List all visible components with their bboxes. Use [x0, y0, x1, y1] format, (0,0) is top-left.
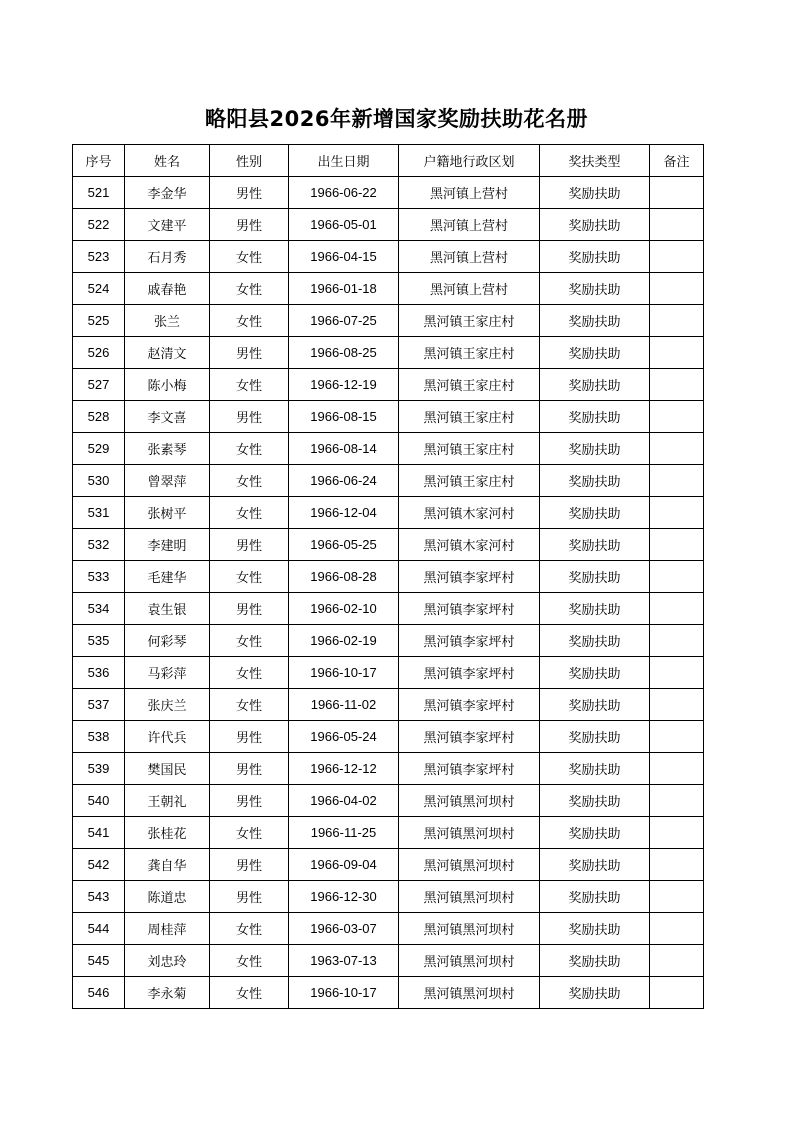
cell-remarks: [650, 497, 704, 529]
cell-name: 戚春艳: [125, 273, 210, 305]
table-row: [73, 273, 704, 305]
cell-household-region: 黑河镇黑河坝村: [399, 881, 540, 913]
cell-aid-type: 奖励扶助: [540, 273, 650, 305]
roster-table: [72, 144, 704, 1009]
cell-household-region: 黑河镇上营村: [399, 209, 540, 241]
cell-birth-date: 1966-05-24: [289, 721, 399, 753]
cell-remarks: [650, 721, 704, 753]
cell-remarks: [650, 785, 704, 817]
cell-remarks: [650, 305, 704, 337]
cell-remarks: [650, 241, 704, 273]
cell-seq: 523: [73, 241, 125, 273]
cell-name: 何彩琴: [125, 625, 210, 657]
table-row: [73, 945, 704, 977]
cell-name: 李文喜: [125, 401, 210, 433]
cell-birth-date: 1966-08-28: [289, 561, 399, 593]
cell-aid-type: 奖励扶助: [540, 945, 650, 977]
cell-name: 张兰: [125, 305, 210, 337]
cell-seq: 540: [73, 785, 125, 817]
cell-birth-date: 1966-10-17: [289, 977, 399, 1009]
cell-aid-type: 奖励扶助: [540, 913, 650, 945]
table-row: [73, 209, 704, 241]
table-row: [73, 785, 704, 817]
cell-birth-date: 1966-08-14: [289, 433, 399, 465]
header-aid-type: 奖扶类型: [540, 145, 650, 177]
cell-seq: 538: [73, 721, 125, 753]
cell-seq: 527: [73, 369, 125, 401]
table-row: [73, 753, 704, 785]
cell-seq: 539: [73, 753, 125, 785]
cell-seq: 524: [73, 273, 125, 305]
table-row: [73, 657, 704, 689]
cell-remarks: [650, 401, 704, 433]
cell-remarks: [650, 849, 704, 881]
header-gender: 性别: [210, 145, 289, 177]
cell-birth-date: 1966-02-19: [289, 625, 399, 657]
cell-household-region: 黑河镇黑河坝村: [399, 785, 540, 817]
cell-aid-type: 奖励扶助: [540, 369, 650, 401]
cell-household-region: 黑河镇黑河坝村: [399, 817, 540, 849]
cell-birth-date: 1966-12-12: [289, 753, 399, 785]
cell-seq: 528: [73, 401, 125, 433]
cell-seq: 529: [73, 433, 125, 465]
cell-gender: 女性: [210, 305, 289, 337]
cell-aid-type: 奖励扶助: [540, 465, 650, 497]
table-row: [73, 305, 704, 337]
cell-name: 张桂花: [125, 817, 210, 849]
cell-seq: 525: [73, 305, 125, 337]
cell-seq: 543: [73, 881, 125, 913]
cell-birth-date: 1966-12-04: [289, 497, 399, 529]
cell-aid-type: 奖励扶助: [540, 209, 650, 241]
cell-name: 陈道忠: [125, 881, 210, 913]
cell-name: 曾翠萍: [125, 465, 210, 497]
cell-birth-date: 1966-05-01: [289, 209, 399, 241]
cell-aid-type: 奖励扶助: [540, 817, 650, 849]
cell-birth-date: 1966-12-30: [289, 881, 399, 913]
cell-name: 樊国民: [125, 753, 210, 785]
cell-household-region: 黑河镇王家庄村: [399, 433, 540, 465]
cell-remarks: [650, 337, 704, 369]
cell-aid-type: 奖励扶助: [540, 177, 650, 209]
cell-gender: 男性: [210, 753, 289, 785]
cell-seq: 522: [73, 209, 125, 241]
cell-household-region: 黑河镇李家坪村: [399, 753, 540, 785]
cell-birth-date: 1966-05-25: [289, 529, 399, 561]
header-household-region: 户籍地行政区划: [399, 145, 540, 177]
cell-household-region: 黑河镇李家坪村: [399, 721, 540, 753]
cell-gender: 女性: [210, 497, 289, 529]
cell-name: 张素琴: [125, 433, 210, 465]
cell-household-region: 黑河镇王家庄村: [399, 369, 540, 401]
cell-household-region: 黑河镇木家河村: [399, 529, 540, 561]
cell-gender: 女性: [210, 817, 289, 849]
cell-gender: 女性: [210, 977, 289, 1009]
cell-gender: 男性: [210, 721, 289, 753]
cell-remarks: [650, 465, 704, 497]
cell-aid-type: 奖励扶助: [540, 561, 650, 593]
page-title: 略阳县2026年新增国家奖励扶助花名册: [205, 107, 588, 131]
cell-seq: 535: [73, 625, 125, 657]
cell-seq: 533: [73, 561, 125, 593]
cell-gender: 女性: [210, 465, 289, 497]
cell-remarks: [650, 273, 704, 305]
cell-remarks: [650, 881, 704, 913]
cell-name: 王朝礼: [125, 785, 210, 817]
cell-seq: 534: [73, 593, 125, 625]
table-row: [73, 817, 704, 849]
cell-aid-type: 奖励扶助: [540, 497, 650, 529]
table-row: [73, 337, 704, 369]
cell-birth-date: 1966-08-15: [289, 401, 399, 433]
cell-seq: 531: [73, 497, 125, 529]
cell-household-region: 黑河镇上营村: [399, 177, 540, 209]
cell-seq: 536: [73, 657, 125, 689]
cell-household-region: 黑河镇王家庄村: [399, 305, 540, 337]
header-row: [73, 145, 704, 177]
cell-remarks: [650, 561, 704, 593]
cell-name: 马彩萍: [125, 657, 210, 689]
table-row: [73, 689, 704, 721]
table-row: [73, 977, 704, 1009]
table-row: [73, 849, 704, 881]
cell-aid-type: 奖励扶助: [540, 529, 650, 561]
cell-name: 袁生银: [125, 593, 210, 625]
cell-name: 张庆兰: [125, 689, 210, 721]
cell-remarks: [650, 977, 704, 1009]
cell-birth-date: 1966-04-02: [289, 785, 399, 817]
cell-birth-date: 1966-06-22: [289, 177, 399, 209]
cell-seq: 530: [73, 465, 125, 497]
cell-aid-type: 奖励扶助: [540, 593, 650, 625]
cell-seq: 532: [73, 529, 125, 561]
cell-birth-date: 1966-10-17: [289, 657, 399, 689]
table-row: [73, 881, 704, 913]
cell-aid-type: 奖励扶助: [540, 337, 650, 369]
cell-gender: 男性: [210, 593, 289, 625]
roster-body: [73, 177, 704, 1009]
cell-household-region: 黑河镇李家坪村: [399, 593, 540, 625]
cell-gender: 男性: [210, 401, 289, 433]
cell-household-region: 黑河镇上营村: [399, 273, 540, 305]
cell-name: 许代兵: [125, 721, 210, 753]
cell-remarks: [650, 625, 704, 657]
cell-birth-date: 1966-03-07: [289, 913, 399, 945]
cell-gender: 男性: [210, 529, 289, 561]
cell-birth-date: 1966-04-15: [289, 241, 399, 273]
cell-remarks: [650, 753, 704, 785]
cell-seq: 526: [73, 337, 125, 369]
header-birth-date: 出生日期: [289, 145, 399, 177]
table-row: [73, 369, 704, 401]
cell-household-region: 黑河镇上营村: [399, 241, 540, 273]
cell-name: 石月秀: [125, 241, 210, 273]
cell-name: 张树平: [125, 497, 210, 529]
cell-aid-type: 奖励扶助: [540, 881, 650, 913]
cell-aid-type: 奖励扶助: [540, 785, 650, 817]
cell-birth-date: 1966-02-10: [289, 593, 399, 625]
cell-gender: 男性: [210, 785, 289, 817]
cell-birth-date: 1966-01-18: [289, 273, 399, 305]
table-row: [73, 401, 704, 433]
cell-aid-type: 奖励扶助: [540, 849, 650, 881]
cell-aid-type: 奖励扶助: [540, 753, 650, 785]
cell-aid-type: 奖励扶助: [540, 657, 650, 689]
cell-seq: 544: [73, 913, 125, 945]
cell-remarks: [650, 433, 704, 465]
cell-household-region: 黑河镇李家坪村: [399, 625, 540, 657]
table-row: [73, 177, 704, 209]
cell-household-region: 黑河镇黑河坝村: [399, 913, 540, 945]
cell-household-region: 黑河镇王家庄村: [399, 465, 540, 497]
cell-gender: 男性: [210, 209, 289, 241]
cell-name: 李永菊: [125, 977, 210, 1009]
cell-remarks: [650, 945, 704, 977]
cell-household-region: 黑河镇木家河村: [399, 497, 540, 529]
table-row: [73, 497, 704, 529]
cell-birth-date: 1966-08-25: [289, 337, 399, 369]
cell-gender: 男性: [210, 337, 289, 369]
cell-birth-date: 1966-09-04: [289, 849, 399, 881]
cell-remarks: [650, 209, 704, 241]
table-row: [73, 721, 704, 753]
table-row: [73, 913, 704, 945]
cell-gender: 男性: [210, 849, 289, 881]
cell-name: 赵清文: [125, 337, 210, 369]
table-row: [73, 625, 704, 657]
cell-remarks: [650, 657, 704, 689]
cell-remarks: [650, 689, 704, 721]
cell-remarks: [650, 529, 704, 561]
cell-gender: 女性: [210, 273, 289, 305]
cell-name: 刘忠玲: [125, 945, 210, 977]
cell-gender: 男性: [210, 881, 289, 913]
cell-aid-type: 奖励扶助: [540, 433, 650, 465]
cell-birth-date: 1966-12-19: [289, 369, 399, 401]
cell-birth-date: 1966-06-24: [289, 465, 399, 497]
table-row: [73, 465, 704, 497]
cell-remarks: [650, 177, 704, 209]
cell-aid-type: 奖励扶助: [540, 721, 650, 753]
cell-seq: 541: [73, 817, 125, 849]
cell-seq: 521: [73, 177, 125, 209]
cell-gender: 女性: [210, 625, 289, 657]
cell-remarks: [650, 369, 704, 401]
table-row: [73, 561, 704, 593]
header-remarks: 备注: [650, 145, 704, 177]
cell-household-region: 黑河镇黑河坝村: [399, 945, 540, 977]
cell-gender: 女性: [210, 561, 289, 593]
cell-name: 文建平: [125, 209, 210, 241]
cell-birth-date: 1966-11-25: [289, 817, 399, 849]
cell-aid-type: 奖励扶助: [540, 625, 650, 657]
cell-aid-type: 奖励扶助: [540, 689, 650, 721]
cell-household-region: 黑河镇黑河坝村: [399, 977, 540, 1009]
cell-gender: 女性: [210, 657, 289, 689]
cell-aid-type: 奖励扶助: [540, 977, 650, 1009]
table-row: [73, 433, 704, 465]
cell-aid-type: 奖励扶助: [540, 401, 650, 433]
cell-seq: 546: [73, 977, 125, 1009]
cell-remarks: [650, 913, 704, 945]
cell-seq: 537: [73, 689, 125, 721]
cell-household-region: 黑河镇黑河坝村: [399, 849, 540, 881]
cell-household-region: 黑河镇李家坪村: [399, 561, 540, 593]
table-row: [73, 593, 704, 625]
cell-remarks: [650, 593, 704, 625]
cell-birth-date: 1963-07-13: [289, 945, 399, 977]
cell-aid-type: 奖励扶助: [540, 241, 650, 273]
cell-name: 李金华: [125, 177, 210, 209]
cell-gender: 女性: [210, 913, 289, 945]
cell-name: 龚自华: [125, 849, 210, 881]
cell-remarks: [650, 817, 704, 849]
cell-household-region: 黑河镇王家庄村: [399, 401, 540, 433]
cell-name: 周桂萍: [125, 913, 210, 945]
cell-aid-type: 奖励扶助: [540, 305, 650, 337]
table-row: [73, 241, 704, 273]
cell-gender: 女性: [210, 369, 289, 401]
cell-gender: 女性: [210, 433, 289, 465]
cell-birth-date: 1966-11-02: [289, 689, 399, 721]
cell-gender: 女性: [210, 689, 289, 721]
cell-name: 毛建华: [125, 561, 210, 593]
cell-household-region: 黑河镇王家庄村: [399, 337, 540, 369]
table-row: [73, 529, 704, 561]
cell-name: 陈小梅: [125, 369, 210, 401]
cell-seq: 545: [73, 945, 125, 977]
cell-gender: 女性: [210, 945, 289, 977]
cell-seq: 542: [73, 849, 125, 881]
header-name: 姓名: [125, 145, 210, 177]
cell-gender: 女性: [210, 241, 289, 273]
cell-household-region: 黑河镇李家坪村: [399, 657, 540, 689]
cell-gender: 男性: [210, 177, 289, 209]
cell-name: 李建明: [125, 529, 210, 561]
cell-household-region: 黑河镇李家坪村: [399, 689, 540, 721]
cell-birth-date: 1966-07-25: [289, 305, 399, 337]
header-seq: 序号: [73, 145, 125, 177]
